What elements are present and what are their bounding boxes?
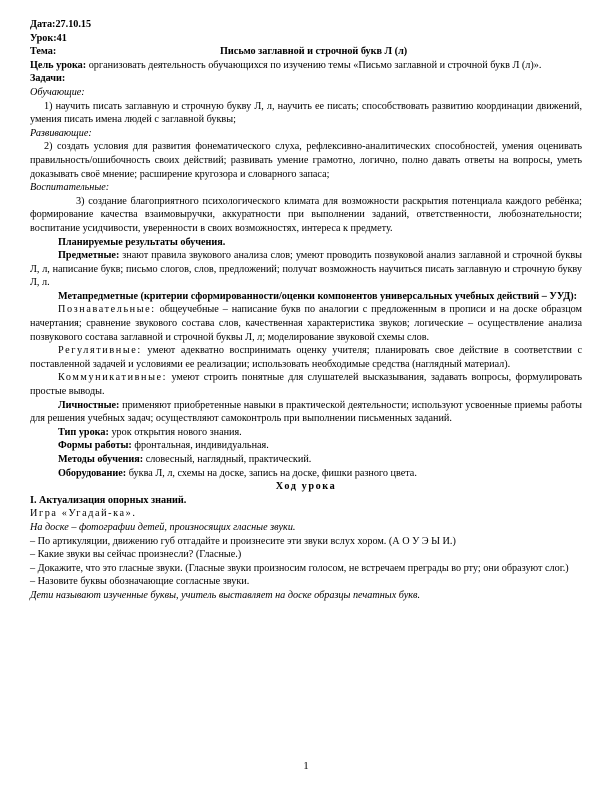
subject-text: знают правила звукового анализа слов; умеют проводить позвуковой анализ заглавной и строчной буквы Л, л, написание букв; письмо слогов, слов, предложений; получат возможность научиться писать заглавную и строчную букву Л, л. xyxy=(30,250,582,289)
lesson-line: Урок:41 xyxy=(30,32,67,44)
cognitive-paragraph xyxy=(30,303,582,344)
forms-paragraph xyxy=(30,439,582,453)
regulative-paragraph xyxy=(30,344,582,371)
edu-label: Обучающие: xyxy=(30,86,85,98)
dev-label: Развивающие: xyxy=(30,127,92,139)
communicative-paragraph xyxy=(30,371,582,398)
personal-label: Личностные: xyxy=(58,399,120,411)
goal-text: организовать деятельность обучающихся по изучению темы «Письмо заглавной и строчной букв Л (л)». xyxy=(86,59,542,71)
goal-label: Цель урока: xyxy=(30,59,87,71)
question-1: – По артикуляции, движению губ отгадайте и произнесите эти звуки вслух хором. (А О У Э Ы И.) xyxy=(30,535,456,547)
board-note-2: Дети называют изученные буквы, учитель выставляет на доске образцы печатных букв. xyxy=(30,589,421,601)
date-line: Дата:27.10.15 xyxy=(30,19,92,30)
page-number: 1 xyxy=(303,760,309,772)
topic-title: Письмо заглавной и строчной букв Л (л) xyxy=(220,46,408,58)
topic-row xyxy=(30,45,582,59)
forms-text: фронтальная, индивидуальная. xyxy=(131,440,269,452)
cognitive-label: Познавательные: xyxy=(58,304,156,316)
meta-label: Метапредметные (критерии сформированности/оценки компонентов универсальных учебных действий – УУД): xyxy=(58,290,578,302)
section1-heading: I. Актуализация опорных знаний. xyxy=(30,494,187,506)
question-3: – Докажите, что это гласные звуки. (Гласные звуки произносим голосом, не встречаем преграды во рту; они образуют слог.) xyxy=(30,562,569,574)
game-label: Игра «Угадай-ка». xyxy=(30,508,137,520)
methods-paragraph xyxy=(30,453,582,467)
question-2: – Какие звуки вы сейчас произнесли? (Гласные.) xyxy=(30,549,242,561)
upb-label: Воспитательные: xyxy=(30,182,110,194)
type-label: Тип урока: xyxy=(58,426,109,438)
equipment-text: буква Л, л, схемы на доске, запись на доске, фишки разного цвета. xyxy=(126,467,417,479)
personal-text: применяют приобретенные навыки в практической деятельности; используют усвоенные приемы работы для решения учебных задач; осуществляют самоконтроль при выполнении письменных заданий. xyxy=(30,399,582,425)
upb-text: 3) создание благоприятного психологического климата для возможности раскрытия потенциала каждого ребёнка; формирование качества взаимовыручки, аккуратности при выполнении заданий, ответственности, любознательности; воспитание усидчивости, уверенности в своих возможностях, интереса к предмету. xyxy=(30,195,582,234)
subject-paragraph xyxy=(30,249,582,290)
communicative-label: Коммуникативные: xyxy=(58,372,168,384)
planned-label: Планируемые результаты обучения. xyxy=(58,236,226,248)
equipment-paragraph xyxy=(30,467,582,481)
cognitive-text: общеучебные – написание букв по аналогии с предложенным в прописи и на доске образцом начертания; сравнение звукового состава слов, качественная характеристика звуков; логические – осуществление анализа позвукового состава заглавной и строчной буквы Л, л; моделирование звуковой схемы слов. xyxy=(30,304,582,343)
forms-label: Формы работы: xyxy=(58,440,132,452)
tasks-label: Задачи: xyxy=(30,73,66,85)
type-paragraph xyxy=(30,426,582,440)
goal-paragraph xyxy=(30,59,582,73)
question-4: – Назовите буквы обозначающие согласные звуки. xyxy=(30,576,250,588)
dev-text: 2) создать условия для развития фонематического слуха, рефлексивно-аналитических способностей, умения оценивать правильность/ошибочность своих действий; развивать умение грамотно, логично, полно давать ответы на вопросы, уметь доказывать своё мнение; расширение кругозора и словарного запаса; xyxy=(30,141,582,180)
personal-paragraph xyxy=(30,399,582,426)
equipment-label: Оборудование: xyxy=(58,467,127,479)
communicative-text: умеют строить понятные для слушателей высказывания, задавать вопросы, формулировать простые выводы. xyxy=(30,372,582,398)
regulative-text: умеют адекватно воспринимать оценку учителя; планировать свое действие в соответствии с поставленной задачей и условиями ее реализации; использовать необходимые средства (наглядный материал). xyxy=(30,345,582,370)
type-text: урок открытия нового знания. xyxy=(108,426,242,438)
regulative-label: Регулятивные: xyxy=(58,345,142,357)
methods-label: Методы обучения: xyxy=(58,454,144,465)
course-title: Ход урока xyxy=(275,481,337,493)
board-note: На доске – фотографии детей, произносящих гласные звуки. xyxy=(30,521,296,533)
edu-text: 1) научить писать заглавную и строчную букву Л, л, научить ее писать; способствовать развитию координации движений, умения писать имена людей с заглавной буквы; xyxy=(30,100,582,126)
subject-label: Предметные: xyxy=(58,250,120,262)
topic-label: Тема: xyxy=(30,46,57,58)
document-body xyxy=(30,18,582,603)
methods-text: словесный, наглядный, практический. xyxy=(143,454,312,465)
